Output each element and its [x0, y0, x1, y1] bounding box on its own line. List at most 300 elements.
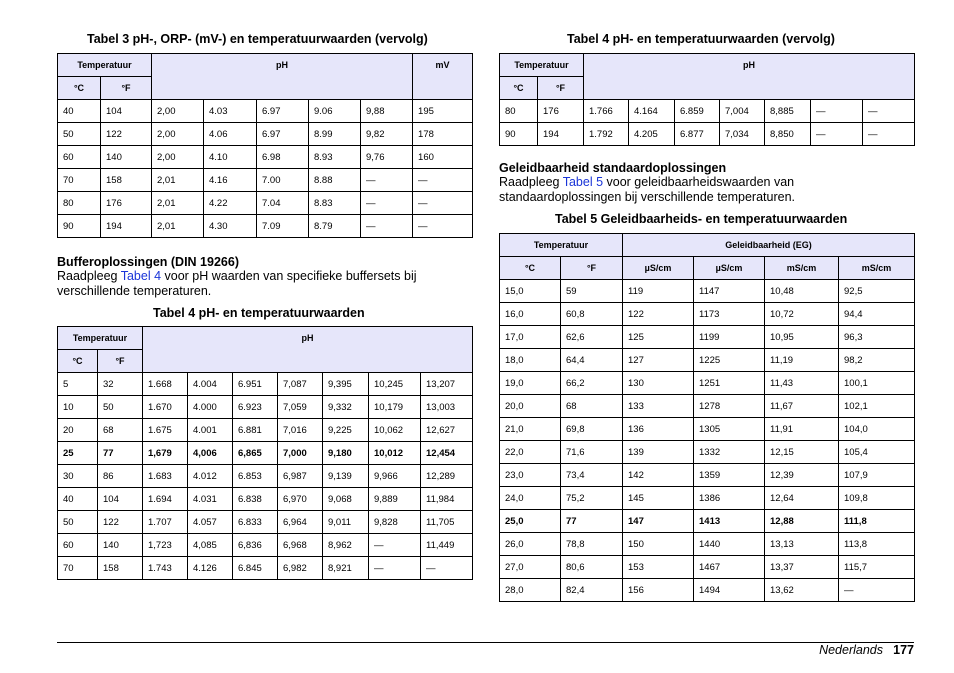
table5-fahrenheit-header: °F: [561, 257, 623, 280]
table-row: [58, 396, 473, 419]
table-cell: 9,88: [361, 100, 413, 123]
table-cell: 1,723: [143, 534, 188, 557]
table-cell: 90: [58, 215, 101, 238]
table-row: [58, 488, 473, 511]
table-cell: —: [413, 192, 473, 215]
table-cell: 68: [98, 419, 143, 442]
table-cell: 147: [623, 510, 694, 533]
table-cell: 11,705: [421, 511, 473, 534]
conductivity-section-heading: Geleidbaarheid standaardoplossingen: [499, 161, 727, 175]
table-row: [500, 395, 915, 418]
table-cell: 13,003: [421, 396, 473, 419]
buffer-text-after: voor pH waarden van specifieke buffersets bij verschillende temperaturen.: [57, 269, 417, 298]
table3-mv-header: mV: [413, 54, 473, 100]
table-row: [58, 534, 473, 557]
table-cell: 70: [58, 557, 98, 580]
table-cell: 6.923: [233, 396, 278, 419]
table-cell: 6.833: [233, 511, 278, 534]
table-cell: 8,885: [765, 100, 811, 123]
table-cell: 104,0: [839, 418, 915, 441]
table3-caption: Tabel 3 pH-, ORP- (mV-) en temperatuurwaarden (vervolg): [87, 32, 428, 46]
table-row: [500, 280, 915, 303]
table-cell: 6,865: [233, 442, 278, 465]
table-cell: 1.694: [143, 488, 188, 511]
table-cell: 75,2: [561, 487, 623, 510]
table-cell: 68: [561, 395, 623, 418]
table-cell: 20: [58, 419, 98, 442]
table-cell: 10,179: [369, 396, 421, 419]
table3-celsius-header: °C: [58, 77, 101, 100]
table-cell: —: [361, 192, 413, 215]
table-cell: 5: [58, 373, 98, 396]
table-row: [500, 326, 915, 349]
table-cell: 1147: [694, 280, 765, 303]
table3-fahrenheit-header: °F: [101, 77, 152, 100]
table-cell: 9,011: [323, 511, 369, 534]
table-cell: 115,7: [839, 556, 915, 579]
table-cell: 176: [101, 192, 152, 215]
table-cell: 7,000: [278, 442, 323, 465]
table-cell: 1.670: [143, 396, 188, 419]
table4-continued: [499, 53, 915, 146]
table-cell: 20,0: [500, 395, 561, 418]
table-cell: 158: [101, 169, 152, 192]
table4-celsius-header: °C: [58, 350, 98, 373]
table-cell: 12,15: [765, 441, 839, 464]
buffer-section-heading: Bufferoplossingen (DIN 19266): [57, 255, 239, 269]
table-cell: 1440: [694, 533, 765, 556]
table-cell: 4.30: [204, 215, 257, 238]
table-cell: 6,964: [278, 511, 323, 534]
table-cell: 6.859: [675, 100, 720, 123]
table-cell: 9,332: [323, 396, 369, 419]
table-cell: 21,0: [500, 418, 561, 441]
table-cell: 6.853: [233, 465, 278, 488]
table-row: [58, 557, 473, 580]
table-cell: 9,068: [323, 488, 369, 511]
table-cell: 1413: [694, 510, 765, 533]
link-tabel-4[interactable]: Tabel 4: [120, 269, 162, 283]
table-cell: 1251: [694, 372, 765, 395]
table3: [57, 53, 473, 238]
table-cell: 25: [58, 442, 98, 465]
table-cell: 11,19: [765, 349, 839, 372]
table-cell: 4.004: [188, 373, 233, 396]
table-cell: 92,5: [839, 280, 915, 303]
footer-language: Nederlands: [819, 643, 883, 657]
table-cell: 4.164: [629, 100, 675, 123]
table-cell: 15,0: [500, 280, 561, 303]
table-cell: 12,627: [421, 419, 473, 442]
table5-us-header-2: µS/cm: [694, 257, 765, 280]
table-cell: 10,48: [765, 280, 839, 303]
table-cell: 11,984: [421, 488, 473, 511]
table-cell: 22,0: [500, 441, 561, 464]
table-cell: —: [863, 123, 915, 146]
table-cell: 6,968: [278, 534, 323, 557]
table-cell: 111,8: [839, 510, 915, 533]
table-row: [500, 441, 915, 464]
table-cell: 1305: [694, 418, 765, 441]
table-cell: 113,8: [839, 533, 915, 556]
table-cell: 6.881: [233, 419, 278, 442]
table-cell: 1.766: [584, 100, 629, 123]
table-cell: 17,0: [500, 326, 561, 349]
table-cell: 122: [101, 123, 152, 146]
table-cell: 1386: [694, 487, 765, 510]
table-cell: 11,449: [421, 534, 473, 557]
table-cell: 194: [101, 215, 152, 238]
table-cell: —: [413, 215, 473, 238]
table-cell: 11,91: [765, 418, 839, 441]
table4-cont-caption: Tabel 4 pH- en temperatuurwaarden (vervolg): [567, 32, 835, 46]
table-cell: 8,850: [765, 123, 811, 146]
table-cell: 73,4: [561, 464, 623, 487]
table3-ph-header: pH: [152, 54, 413, 100]
table-cell: 25,0: [500, 510, 561, 533]
table-cell: 11,67: [765, 395, 839, 418]
table-cell: 70: [58, 169, 101, 192]
table-cell: 1.792: [584, 123, 629, 146]
table-cell: 60,8: [561, 303, 623, 326]
table-cell: 19,0: [500, 372, 561, 395]
table-cell: 4.205: [629, 123, 675, 146]
table-cell: 119: [623, 280, 694, 303]
table-row: [58, 123, 473, 146]
table-cell: 10,245: [369, 373, 421, 396]
table-row: [58, 192, 473, 215]
table-cell: 78,8: [561, 533, 623, 556]
table-cell: 142: [623, 464, 694, 487]
table-cell: 4,085: [188, 534, 233, 557]
table-cell: 1199: [694, 326, 765, 349]
table-cell: 4.22: [204, 192, 257, 215]
table-cell: 64,4: [561, 349, 623, 372]
table-cell: 4.126: [188, 557, 233, 580]
table-cell: 1.707: [143, 511, 188, 534]
table-row: [58, 419, 473, 442]
table-cell: 23,0: [500, 464, 561, 487]
table-cell: 136: [623, 418, 694, 441]
table-cell: 1173: [694, 303, 765, 326]
table-row: [500, 487, 915, 510]
table-cell: 2,01: [152, 215, 204, 238]
table-cell: 145: [623, 487, 694, 510]
table-cell: 109,8: [839, 487, 915, 510]
table-cell: 13,13: [765, 533, 839, 556]
page-number: 177: [893, 643, 914, 657]
table5: [499, 233, 915, 602]
table-cell: 8.93: [309, 146, 361, 169]
table-cell: 156: [623, 579, 694, 602]
table-cell: 1,679: [143, 442, 188, 465]
table-cell: 194: [538, 123, 584, 146]
table-cell: 150: [623, 533, 694, 556]
table-cell: 86: [98, 465, 143, 488]
table5-ms-header-2: mS/cm: [839, 257, 915, 280]
table-cell: 12,289: [421, 465, 473, 488]
table-cell: 27,0: [500, 556, 561, 579]
table-cell: 32: [98, 373, 143, 396]
link-tabel-5[interactable]: Tabel 5: [562, 175, 604, 189]
table-row: [58, 100, 473, 123]
table-cell: 6.97: [257, 123, 309, 146]
table-cell: 105,4: [839, 441, 915, 464]
table-row: [58, 215, 473, 238]
table-cell: —: [863, 100, 915, 123]
table-cell: 7,016: [278, 419, 323, 442]
table-cell: 104: [101, 100, 152, 123]
table-cell: 71,6: [561, 441, 623, 464]
table-row: [58, 373, 473, 396]
table-cell: 66,2: [561, 372, 623, 395]
table-cell: 40: [58, 488, 98, 511]
table-cell: —: [369, 557, 421, 580]
table-cell: 6.97: [257, 100, 309, 123]
table-cell: 10: [58, 396, 98, 419]
table-cell: —: [839, 579, 915, 602]
table-row: [500, 418, 915, 441]
table-cell: 4.031: [188, 488, 233, 511]
table5-conductivity-header: Geleidbaarheid (EG): [623, 234, 915, 257]
table-cell: 50: [58, 123, 101, 146]
table-cell: 4.001: [188, 419, 233, 442]
table-cell: 9,828: [369, 511, 421, 534]
table-cell: 4.012: [188, 465, 233, 488]
table-cell: 4.057: [188, 511, 233, 534]
table-row: [500, 372, 915, 395]
table-row: [500, 510, 915, 533]
table-cell: 4.03: [204, 100, 257, 123]
table4: [57, 326, 473, 580]
table-cell: 127: [623, 349, 694, 372]
table-cell: 82,4: [561, 579, 623, 602]
table-cell: —: [811, 123, 863, 146]
conductivity-section-text: [499, 175, 899, 205]
table-cell: 62,6: [561, 326, 623, 349]
table-cell: 176: [538, 100, 584, 123]
table-cell: 140: [98, 534, 143, 557]
table-cell: 9,225: [323, 419, 369, 442]
table-cell: 98,2: [839, 349, 915, 372]
table-cell: 6,836: [233, 534, 278, 557]
table-cell: 4.000: [188, 396, 233, 419]
table-cell: 195: [413, 100, 473, 123]
table-cell: 4.16: [204, 169, 257, 192]
conductivity-text-after: voor geleidbaarheidswaarden van standaardoplossingen bij verschillende temperaturen.: [499, 175, 796, 204]
table-cell: 1225: [694, 349, 765, 372]
table-cell: —: [361, 215, 413, 238]
table-cell: 9,395: [323, 373, 369, 396]
table-cell: 100,1: [839, 372, 915, 395]
table-cell: —: [811, 100, 863, 123]
table-cell: 69,8: [561, 418, 623, 441]
table-cell: 153: [623, 556, 694, 579]
table-cell: 140: [101, 146, 152, 169]
table-cell: 4.10: [204, 146, 257, 169]
table-cell: 6,987: [278, 465, 323, 488]
table-cell: 8.79: [309, 215, 361, 238]
table-cell: 133: [623, 395, 694, 418]
table-cell: 9,76: [361, 146, 413, 169]
table-cell: 13,62: [765, 579, 839, 602]
table-cell: 96,3: [839, 326, 915, 349]
table3-temperature-header: Temperatuur: [58, 54, 152, 77]
table-cell: 2,01: [152, 169, 204, 192]
table-cell: 8,962: [323, 534, 369, 557]
table-row: [500, 579, 915, 602]
table-cell: 9,966: [369, 465, 421, 488]
table-cell: 107,9: [839, 464, 915, 487]
table-cell: 178: [413, 123, 473, 146]
table-cell: 1467: [694, 556, 765, 579]
table-cell: 1332: [694, 441, 765, 464]
table-cell: 7,004: [720, 100, 765, 123]
table5-temperature-header: Temperatuur: [500, 234, 623, 257]
table-cell: 160: [413, 146, 473, 169]
table-cell: 1.675: [143, 419, 188, 442]
table-row: [500, 464, 915, 487]
table-row: [58, 442, 473, 465]
table-row: [58, 465, 473, 488]
table5-us-header-1: µS/cm: [623, 257, 694, 280]
table-cell: 40: [58, 100, 101, 123]
table-cell: 30: [58, 465, 98, 488]
table-cell: 12,64: [765, 487, 839, 510]
table-cell: 60: [58, 534, 98, 557]
table-cell: 1494: [694, 579, 765, 602]
table-cell: 4,006: [188, 442, 233, 465]
table-cell: 77: [561, 510, 623, 533]
table4-cont-fahrenheit-header: °F: [538, 77, 584, 100]
buffer-text-before: Raadpleeg: [57, 269, 121, 283]
table-cell: 1278: [694, 395, 765, 418]
table-cell: 104: [98, 488, 143, 511]
table-cell: 1359: [694, 464, 765, 487]
table-cell: 2,00: [152, 100, 204, 123]
table-cell: 10,95: [765, 326, 839, 349]
table-row: [500, 100, 915, 123]
table-cell: 12,39: [765, 464, 839, 487]
table4-cont-ph-header: pH: [584, 54, 915, 100]
table-cell: 6.838: [233, 488, 278, 511]
table-cell: 80: [58, 192, 101, 215]
table-cell: 50: [58, 511, 98, 534]
table-cell: —: [361, 169, 413, 192]
table-cell: 13,207: [421, 373, 473, 396]
table-cell: 13,37: [765, 556, 839, 579]
table-cell: 1.743: [143, 557, 188, 580]
table-row: [500, 533, 915, 556]
table-row: [58, 146, 473, 169]
table-cell: 12,88: [765, 510, 839, 533]
table-cell: 6.951: [233, 373, 278, 396]
table4-cont-temperature-header: Temperatuur: [500, 54, 584, 77]
table-cell: 8,921: [323, 557, 369, 580]
table-cell: 2,01: [152, 192, 204, 215]
table-cell: 158: [98, 557, 143, 580]
table-cell: 80: [500, 100, 538, 123]
table-cell: 90: [500, 123, 538, 146]
table4-fahrenheit-header: °F: [98, 350, 143, 373]
table-cell: 7,087: [278, 373, 323, 396]
table-cell: 59: [561, 280, 623, 303]
table-cell: 125: [623, 326, 694, 349]
table-cell: 6,970: [278, 488, 323, 511]
table-cell: —: [421, 557, 473, 580]
table-cell: 2,00: [152, 146, 204, 169]
table-cell: 24,0: [500, 487, 561, 510]
table-row: [500, 303, 915, 326]
table-cell: 8.83: [309, 192, 361, 215]
table-cell: 60: [58, 146, 101, 169]
table5-celsius-header: °C: [500, 257, 561, 280]
table4-cont-celsius-header: °C: [500, 77, 538, 100]
table4-ph-header: pH: [143, 327, 473, 373]
table-cell: 18,0: [500, 349, 561, 372]
table-row: [58, 169, 473, 192]
table-cell: 12,454: [421, 442, 473, 465]
table-cell: 6,982: [278, 557, 323, 580]
table-cell: 122: [623, 303, 694, 326]
table-cell: 122: [98, 511, 143, 534]
table-cell: 8.99: [309, 123, 361, 146]
table-row: [58, 511, 473, 534]
table-cell: 10,012: [369, 442, 421, 465]
table5-caption: Tabel 5 Geleidbaarheids- en temperatuurwaarden: [555, 212, 848, 226]
table-cell: 9,889: [369, 488, 421, 511]
table-cell: 139: [623, 441, 694, 464]
table-cell: 6.877: [675, 123, 720, 146]
table-cell: 28,0: [500, 579, 561, 602]
table-cell: 4.06: [204, 123, 257, 146]
table-cell: 26,0: [500, 533, 561, 556]
table-cell: 9,139: [323, 465, 369, 488]
table4-caption: Tabel 4 pH- en temperatuurwaarden: [153, 306, 365, 320]
table-cell: 80,6: [561, 556, 623, 579]
table5-ms-header-1: mS/cm: [765, 257, 839, 280]
table-row: [500, 556, 915, 579]
table-cell: 102,1: [839, 395, 915, 418]
table-cell: 9.06: [309, 100, 361, 123]
conductivity-text-before: Raadpleeg: [499, 175, 563, 189]
table-row: [500, 349, 915, 372]
table-cell: 16,0: [500, 303, 561, 326]
table-cell: 1.683: [143, 465, 188, 488]
table-cell: 11,43: [765, 372, 839, 395]
table-cell: 9,180: [323, 442, 369, 465]
table-cell: 10,062: [369, 419, 421, 442]
table-cell: 130: [623, 372, 694, 395]
table-cell: 7.09: [257, 215, 309, 238]
table-cell: —: [413, 169, 473, 192]
table-cell: 7.00: [257, 169, 309, 192]
table-cell: 2,00: [152, 123, 204, 146]
table-cell: 7,034: [720, 123, 765, 146]
table-cell: 8.88: [309, 169, 361, 192]
table-cell: 7.04: [257, 192, 309, 215]
table-row: [500, 123, 915, 146]
table-cell: 10,72: [765, 303, 839, 326]
table-cell: 77: [98, 442, 143, 465]
table-cell: —: [369, 534, 421, 557]
table-cell: 94,4: [839, 303, 915, 326]
table-cell: 6.98: [257, 146, 309, 169]
table-cell: 7,059: [278, 396, 323, 419]
table-cell: 1.668: [143, 373, 188, 396]
table-cell: 50: [98, 396, 143, 419]
table-cell: 9,82: [361, 123, 413, 146]
